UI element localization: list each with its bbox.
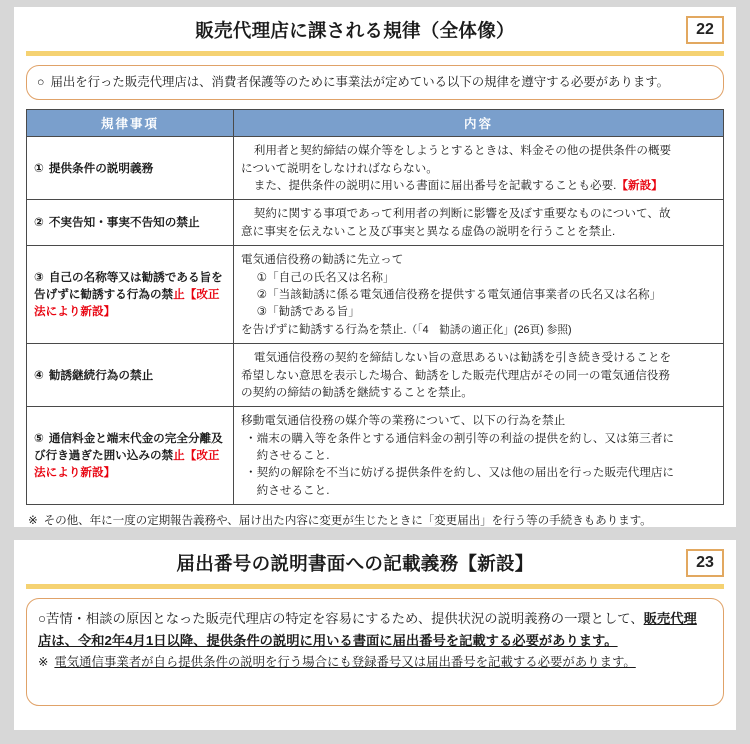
rule-item-5 bbox=[27, 407, 234, 505]
new-provision-tag: 【新設】 bbox=[616, 179, 663, 192]
notice-bullet-icon: ○ bbox=[37, 75, 45, 89]
footnote-text: その他、年に一度の定期報告義務や、届け出た内容に変更が生じたときに「変更届出」を行う等の手続きもあります。 bbox=[43, 514, 652, 528]
regulation-table bbox=[26, 109, 724, 505]
rule-content-line: ③「勧誘である旨」 bbox=[256, 305, 360, 319]
rule-content-line: ①「自己の氏名又は名称」 bbox=[256, 270, 395, 284]
table-row bbox=[27, 344, 724, 407]
subnote-mark-icon: ※ bbox=[38, 655, 49, 670]
rule-content-line: ②「当該勧誘に係る電気通信役務を提供する電気通信事業者の氏名又は名称」 bbox=[256, 287, 662, 301]
rule-item-2 bbox=[27, 200, 234, 246]
obligation-text-intro: 苦情・相談の原因となった販売代理店の特定を容易にするため、提供状況の説明義務の一環として、 bbox=[46, 611, 644, 626]
rule-content-text: また、提供条件の説明に用いる書面に届出番号を記載することも必要. bbox=[253, 179, 617, 192]
slide-22 bbox=[14, 7, 736, 527]
rule-content-line: 利用者と契約締結の媒介等をしようとするときは、料金その他の提供条件の概要 bbox=[253, 144, 672, 158]
amended-law-tag-5: 止【改正法により新設】 bbox=[34, 449, 220, 480]
notice-text: 届出を行った販売代理店は、消費者保護等のために事業法が定めている以下の規律を遵守する必要があります。 bbox=[50, 75, 670, 89]
rule-content-line: ・契約の解除を不当に妨げる提供条件を約し、又は他の届出を行った販売代理店に bbox=[245, 466, 675, 480]
rule-item-label-3: 自己の名称等又は勧誘である旨を告げずに勧誘する行為の禁 bbox=[34, 270, 223, 301]
table-row bbox=[27, 200, 724, 246]
table-row bbox=[27, 246, 724, 344]
obligation-subnote bbox=[38, 652, 709, 672]
rule-number-2: ② bbox=[34, 216, 44, 230]
rule-item-label-5: 通信料金と端末代金の完全分離及び行き過ぎた囲い込みの禁 bbox=[34, 431, 223, 463]
rule-content-line: について説明をしなければならない。 bbox=[241, 161, 438, 175]
slide-22-header bbox=[26, 13, 724, 49]
title-divider bbox=[26, 51, 724, 56]
rule-content-4 bbox=[234, 344, 724, 407]
subnote-text: 電気通信事業者が自ら提供条件の説明を行う場合にも登録番号又は届出番号を記載する必要があります。 bbox=[54, 655, 636, 670]
rule-content-1 bbox=[234, 137, 724, 200]
table-row bbox=[27, 407, 724, 505]
rule-content-line: 約させること. bbox=[256, 449, 330, 463]
rule-item-4 bbox=[27, 344, 234, 407]
rule-content-3 bbox=[234, 246, 724, 344]
rule-number-4: ④ bbox=[34, 368, 44, 382]
rule-content-line: 意に事実を伝えないこと及び事実と異なる虚偽の説明を行うことを禁止. bbox=[241, 224, 616, 238]
rule-content-line: 希望しない意思を表示した場合、勧誘をした販売代理店がその同一の電気通信役務 bbox=[241, 368, 670, 382]
footnote-mark-icon: ※ bbox=[28, 514, 38, 528]
slide-23 bbox=[14, 540, 736, 730]
table-row bbox=[27, 137, 724, 200]
rule-content-line: 移動電気通信役務の媒介等の業務について、以下の行為を禁止 bbox=[241, 414, 566, 428]
table-header-content: 内容 bbox=[234, 110, 724, 137]
rule-content-line bbox=[241, 321, 716, 338]
rule-number-5: ⑤ bbox=[34, 431, 44, 445]
obligation-notice-box bbox=[26, 598, 724, 706]
title-divider bbox=[26, 584, 724, 589]
rule-content-line: 電気通信役務の勧誘に先立って bbox=[241, 253, 404, 267]
amended-law-tag-3: 止【改正法により新設】 bbox=[34, 287, 220, 319]
rule-content-text: を告げずに勧誘する行為を禁止. bbox=[241, 322, 407, 336]
rule-content-2 bbox=[234, 200, 724, 246]
rule-content-5 bbox=[234, 407, 724, 505]
rule-content-line bbox=[241, 177, 716, 194]
rule-content-line: ・端末の購入等を条件とする通信料金の割引等の利益の提供を約し、又は第三者に bbox=[245, 431, 675, 445]
slide-23-header bbox=[26, 546, 724, 582]
rule-content-line: 約させること. bbox=[256, 483, 330, 497]
rule-number-3: ③ bbox=[34, 270, 44, 284]
obligation-paragraph bbox=[38, 608, 709, 651]
rule-content-line: 契約に関する事項であって利用者の判断に影響を及ぼす重要なものについて、故 bbox=[253, 207, 671, 221]
rule-item-3 bbox=[27, 246, 234, 344]
rule-item-label-1: 提供条件の説明義務 bbox=[48, 161, 154, 175]
intro-notice-box bbox=[26, 65, 724, 100]
table-header-row bbox=[27, 110, 724, 137]
rule-content-line: の契約の締結の勧誘を継続することを禁止。 bbox=[241, 385, 473, 399]
page-number-badge: 22 bbox=[686, 16, 724, 44]
rule-content-line: 電気通信役務の契約を締結しない旨の意思あるいは勧誘を引き続き受けることを bbox=[253, 351, 672, 365]
rule-item-label-4: 勧誘継続行為の禁止 bbox=[48, 368, 154, 382]
table-footnote bbox=[26, 512, 724, 528]
table-header-item: 規律事項 bbox=[27, 110, 234, 137]
notice-bullet-icon: ○ bbox=[38, 611, 47, 626]
page-number-badge: 23 bbox=[686, 549, 724, 577]
rule-number-1: ① bbox=[34, 161, 44, 175]
page-title: 届出番号の説明書面への記載義務【新設】 bbox=[176, 553, 534, 574]
rule-item-1 bbox=[27, 137, 234, 200]
page-title: 販売代理店に課される規律（全体像） bbox=[195, 20, 515, 41]
rule-item-label-2: 不実告知・事実不告知の禁止 bbox=[48, 216, 200, 230]
obligation-text-emphasis: 販売代理店は、令和2年4月1日以降、提供条件の説明に用いる書面に届出番号を記載する必要があります。 bbox=[38, 611, 697, 648]
cross-reference: （「4 勧誘の適正化」(26頁) 参照) bbox=[406, 323, 572, 336]
